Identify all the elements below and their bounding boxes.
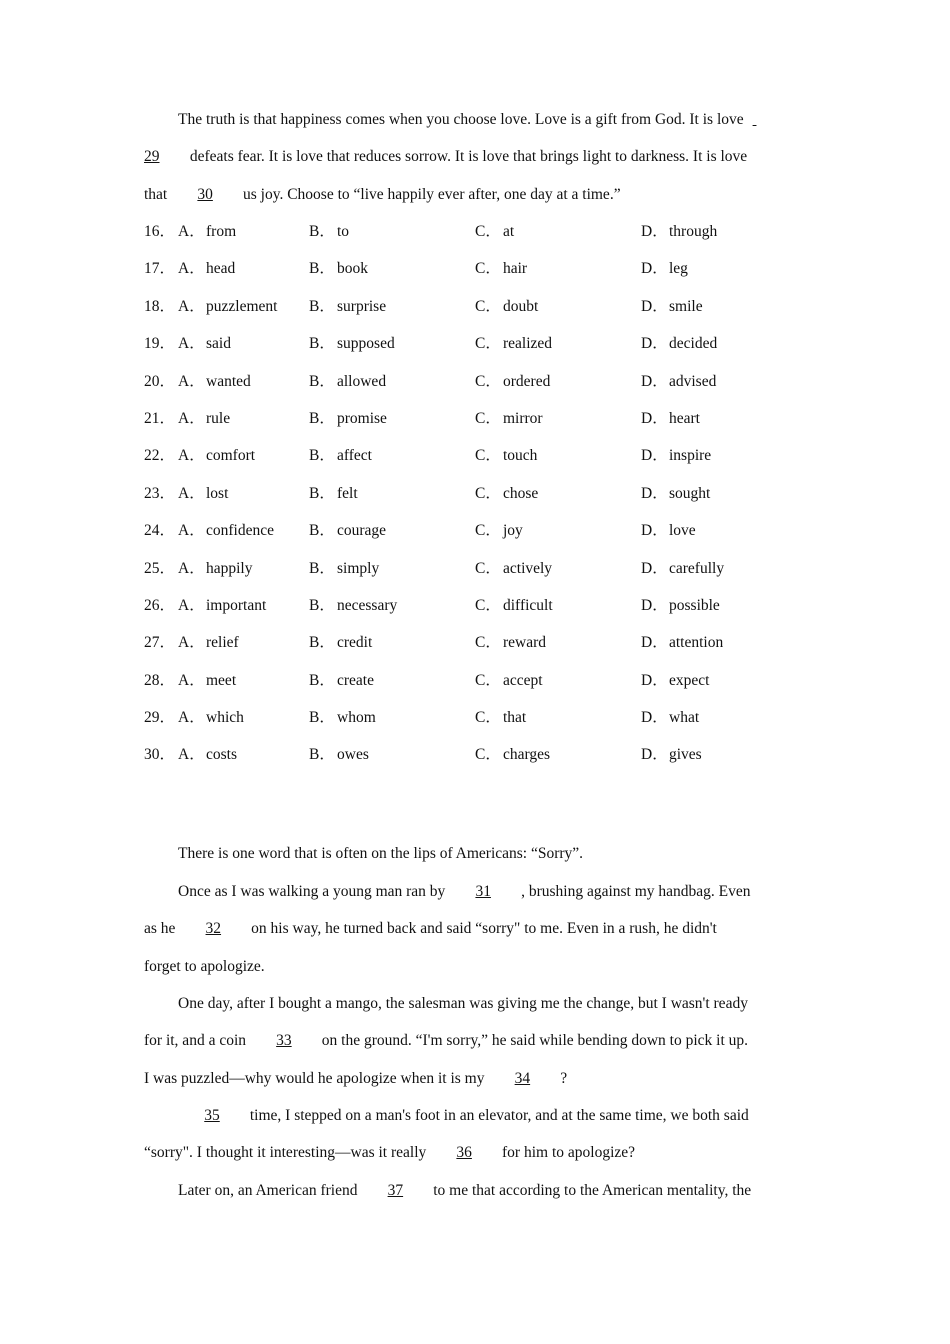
question-row bbox=[144, 213, 808, 250]
question-row bbox=[144, 288, 808, 325]
passage-text: , brushing against my handbag. Even bbox=[521, 883, 751, 900]
option-a[interactable]: A．relief bbox=[178, 634, 239, 652]
question-number: 18． bbox=[144, 297, 176, 315]
blank-37: 37 bbox=[387, 1182, 404, 1199]
option-c[interactable]: C． mirror bbox=[475, 409, 543, 427]
passage-text: that bbox=[144, 186, 168, 203]
question-number: 27． bbox=[144, 634, 176, 652]
option-c[interactable]: C． accept bbox=[475, 671, 543, 689]
question-row bbox=[144, 475, 808, 512]
question-row bbox=[144, 550, 808, 587]
question-row bbox=[144, 250, 808, 287]
option-d[interactable]: D．heart bbox=[641, 409, 700, 427]
option-b[interactable]: B． supposed bbox=[309, 335, 395, 353]
option-b[interactable]: B． allowed bbox=[309, 372, 387, 390]
question-number: 21． bbox=[144, 409, 176, 427]
question-row bbox=[144, 512, 808, 549]
passage1-line2 bbox=[144, 138, 808, 175]
passage-text: us joy. Choose to “live happily ever after, one day at a time.” bbox=[243, 186, 621, 203]
blank-30: 30 bbox=[197, 186, 213, 203]
passage2-para2-line1 bbox=[144, 873, 808, 910]
passage2-para2-line2 bbox=[144, 910, 808, 947]
option-d[interactable]: D．expect bbox=[641, 671, 710, 689]
option-b[interactable]: B． whom bbox=[309, 709, 376, 727]
option-d[interactable]: D．inspire bbox=[641, 447, 712, 465]
passage1-line1 bbox=[144, 101, 808, 138]
option-a[interactable]: A．from bbox=[178, 223, 237, 240]
option-d[interactable]: D．gives bbox=[641, 746, 702, 764]
passage-text: The truth is that happiness comes when you choose love. Love is a gift from God. It is love bbox=[178, 111, 744, 128]
option-b[interactable]: B． owes bbox=[309, 746, 369, 764]
passage-text: There is one word that is often on the lips of Americans: “Sorry”. bbox=[178, 845, 584, 862]
blank-32: 32 bbox=[205, 920, 222, 937]
passage2-para5-line1 bbox=[144, 1172, 808, 1209]
blank-36: 36 bbox=[456, 1144, 472, 1161]
option-a[interactable]: A．wanted bbox=[178, 372, 251, 390]
passage-text: for him to apologize? bbox=[502, 1144, 636, 1161]
blank-31: 31 bbox=[475, 883, 491, 900]
option-d[interactable]: D．what bbox=[641, 709, 700, 727]
question-number: 25． bbox=[144, 559, 176, 577]
option-a[interactable]: A．confidence bbox=[178, 522, 274, 540]
option-a[interactable]: A．said bbox=[178, 335, 231, 353]
option-b[interactable]: B． simply bbox=[309, 559, 380, 577]
option-b[interactable]: B． to bbox=[309, 223, 350, 240]
question-number: 16． bbox=[144, 223, 176, 240]
passage2-para1 bbox=[144, 835, 808, 872]
passage-text: for it, and a coin bbox=[144, 1032, 247, 1049]
option-c[interactable]: C． that bbox=[475, 709, 527, 727]
options-list bbox=[144, 213, 808, 774]
option-a[interactable]: A．rule bbox=[178, 409, 231, 427]
option-b[interactable]: B． necessary bbox=[309, 596, 398, 614]
option-c[interactable]: C． joy bbox=[475, 522, 523, 540]
passage-text: “sorry". I thought it interesting—was it really bbox=[144, 1144, 427, 1161]
option-b[interactable]: B． affect bbox=[309, 447, 372, 465]
option-b[interactable]: B． credit bbox=[309, 634, 373, 652]
option-d[interactable]: D．love bbox=[641, 522, 696, 540]
question-row bbox=[144, 437, 808, 474]
passage-text: on the ground. “I'm sorry,” he said while bending down to pick it up. bbox=[321, 1032, 749, 1049]
passage-text: as he bbox=[144, 920, 176, 937]
option-c[interactable]: C． chose bbox=[475, 484, 539, 502]
blank-33: 33 bbox=[276, 1032, 292, 1049]
option-a[interactable]: A．which bbox=[178, 709, 244, 727]
option-b[interactable]: B． promise bbox=[309, 409, 387, 427]
question-number: 30． bbox=[144, 746, 176, 764]
passage2-para3-line1 bbox=[144, 985, 808, 1022]
option-a[interactable]: A．meet bbox=[178, 671, 237, 689]
option-a[interactable]: A．happily bbox=[178, 559, 253, 577]
question-row bbox=[144, 736, 808, 773]
option-c[interactable]: C． hair bbox=[475, 260, 528, 278]
option-b[interactable]: B． felt bbox=[309, 484, 358, 502]
question-number: 20． bbox=[144, 372, 176, 390]
option-c[interactable]: C． ordered bbox=[475, 372, 551, 390]
option-d[interactable]: D．leg bbox=[641, 260, 688, 278]
passage2-para2-line3 bbox=[144, 948, 808, 985]
question-row bbox=[144, 662, 808, 699]
passage-text: time, I stepped on a man's foot in an elevator, and at the same time, we both said bbox=[249, 1107, 749, 1124]
blank-29-lead bbox=[748, 101, 762, 138]
passage-text: One day, after I bought a mango, the salesman was giving me the change, but I wasn't ready bbox=[178, 995, 748, 1012]
passage-text: ? bbox=[560, 1070, 568, 1087]
option-d[interactable]: D．smile bbox=[641, 297, 703, 315]
question-row bbox=[144, 363, 808, 400]
option-c[interactable]: C． touch bbox=[475, 447, 538, 465]
option-c[interactable]: C． difficult bbox=[475, 596, 553, 614]
question-number: 17． bbox=[144, 260, 176, 278]
option-c[interactable]: C． realized bbox=[475, 335, 553, 353]
option-a[interactable]: A．head bbox=[178, 260, 236, 278]
question-number: 22． bbox=[144, 447, 176, 465]
passage2-para4-line1 bbox=[144, 1097, 808, 1134]
question-number: 19． bbox=[144, 335, 176, 353]
passage2-para3-line3 bbox=[144, 1060, 808, 1097]
option-b[interactable]: B． create bbox=[309, 671, 374, 689]
option-c[interactable]: C． doubt bbox=[475, 297, 539, 315]
question-row bbox=[144, 699, 808, 736]
option-b[interactable]: B． surprise bbox=[309, 297, 387, 315]
passage-text: forget to apologize. bbox=[144, 958, 265, 975]
blank-34: 34 bbox=[514, 1070, 531, 1087]
option-b[interactable]: B． book bbox=[309, 260, 368, 278]
passage-text: Once as I was walking a young man ran by bbox=[178, 883, 446, 900]
passage2-para4-line2 bbox=[144, 1134, 808, 1171]
question-row bbox=[144, 400, 808, 437]
question-number: 29． bbox=[144, 709, 176, 727]
option-c[interactable]: C． at bbox=[475, 223, 515, 240]
question-row bbox=[144, 325, 808, 362]
blank-35: 35 bbox=[204, 1107, 220, 1124]
passage1-line3 bbox=[144, 176, 808, 213]
question-number: 24． bbox=[144, 522, 176, 540]
passage-text: defeats fear. It is love that reduces sorrow. It is love that brings light to darkness. It is love bbox=[189, 148, 748, 165]
option-d[interactable]: D．attention bbox=[641, 634, 724, 652]
option-a[interactable]: A．puzzlement bbox=[178, 297, 278, 315]
option-c[interactable]: C． actively bbox=[475, 559, 553, 577]
passage-text: Later on, an American friend bbox=[178, 1182, 358, 1199]
option-d[interactable]: D．sought bbox=[641, 484, 711, 502]
option-d[interactable]: D．through bbox=[641, 223, 718, 240]
option-a[interactable]: A．costs bbox=[178, 746, 237, 764]
blank-29: 29 bbox=[144, 148, 160, 165]
passage-text: on his way, he turned back and said “sorry" to me. Even in a rush, he didn't bbox=[251, 920, 717, 937]
option-d[interactable]: D．possible bbox=[641, 596, 720, 614]
option-b[interactable]: B． courage bbox=[309, 522, 387, 540]
passage-text: I was puzzled—why would he apologize when it is my bbox=[144, 1070, 485, 1087]
option-d[interactable]: D．advised bbox=[641, 372, 717, 390]
passage-text: to me that according to the American mentality, the bbox=[433, 1182, 752, 1199]
question-number: 23． bbox=[144, 484, 176, 502]
option-c[interactable]: C． charges bbox=[475, 746, 551, 764]
passage2-para3-line2 bbox=[144, 1022, 808, 1059]
question-number: 26． bbox=[144, 596, 176, 614]
question-number: 28． bbox=[144, 671, 176, 689]
option-a[interactable]: A．comfort bbox=[178, 447, 256, 465]
question-row bbox=[144, 587, 808, 624]
option-d[interactable]: D．decided bbox=[641, 335, 718, 353]
option-a[interactable]: A．important bbox=[178, 596, 267, 614]
option-c[interactable]: C． reward bbox=[475, 634, 547, 652]
option-d[interactable]: D．carefully bbox=[641, 559, 725, 577]
question-row bbox=[144, 624, 808, 661]
option-a[interactable]: A．lost bbox=[178, 484, 229, 502]
